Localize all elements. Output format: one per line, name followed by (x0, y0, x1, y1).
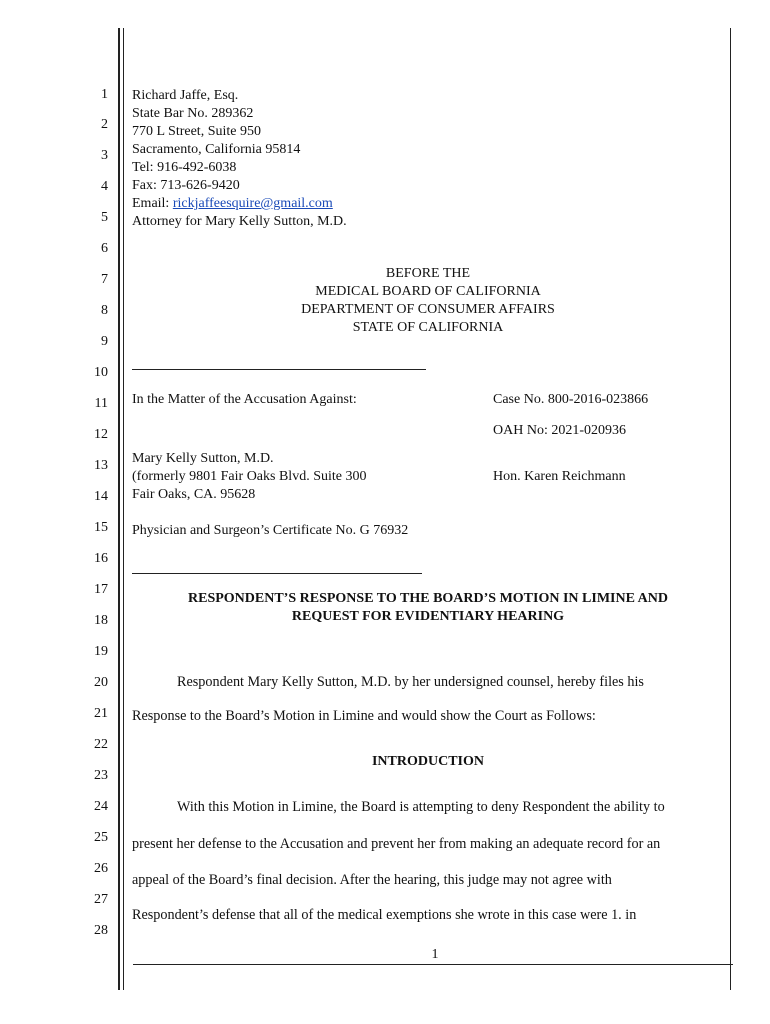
caption-matter: In the Matter of the Accusation Against: (132, 392, 357, 407)
line-number: 8 (101, 303, 108, 318)
line-number: 18 (94, 613, 108, 628)
line-number: 14 (94, 489, 108, 504)
line-number: 15 (94, 520, 108, 535)
line-number: 19 (94, 644, 108, 659)
line-number: 28 (94, 923, 108, 938)
line-number: 9 (101, 334, 108, 349)
body-paragraph-2-line-4: Respondent’s defense that all of the medical exemptions she wrote in this case were 1. in (132, 907, 637, 923)
attorney-email-line (132, 195, 333, 213)
respondent-name: Mary Kelly Sutton, M.D. (132, 451, 274, 466)
court-heading-line3: DEPARTMENT OF CONSUMER AFFAIRS (301, 302, 555, 317)
line-number: 10 (94, 365, 108, 380)
attorney-tel: Tel: 916-492-6038 (132, 160, 237, 175)
court-heading-line2: MEDICAL BOARD OF CALIFORNIA (315, 284, 541, 299)
body-paragraph-2-line-2: present her defense to the Accusation and prevent her from making an adequate record for an (132, 836, 661, 852)
line-number: 23 (94, 768, 108, 783)
line-number: 17 (94, 582, 108, 597)
body-paragraph-1-line-1: Respondent Mary Kelly Sutton, M.D. by her undersigned counsel, hereby files his (177, 674, 644, 690)
right-margin-rule (730, 28, 731, 990)
attorney-bar-number: State Bar No. 289362 (132, 106, 254, 121)
line-number: 5 (101, 210, 108, 225)
page-number: 1 (431, 947, 439, 962)
judge-name: Hon. Karen Reichmann (493, 469, 626, 484)
document-title-line2: REQUEST FOR EVIDENTIARY HEARING (291, 609, 565, 624)
line-number: 7 (101, 272, 108, 287)
oah-number: OAH No: 2021-020936 (493, 423, 626, 438)
line-number: 16 (94, 551, 108, 566)
attorney-email-label: Email: (132, 196, 173, 211)
section-heading-introduction: INTRODUCTION (371, 754, 484, 769)
line-number: 24 (94, 799, 108, 814)
court-heading-line1: BEFORE THE (385, 266, 471, 281)
body-paragraph-2-line-3: appeal of the Board’s final decision. After the hearing, this judge may not agree with (132, 872, 612, 888)
attorney-email-link[interactable]: rickjaffeesquire@gmail.com (172, 196, 333, 211)
line-number: 21 (94, 706, 108, 721)
line-number: 20 (94, 675, 108, 690)
line-number: 12 (94, 427, 108, 442)
line-number: 13 (94, 458, 108, 473)
attorney-role: Attorney for Mary Kelly Sutton, M.D. (132, 214, 347, 229)
caption-divider-top (132, 369, 426, 370)
line-number: 22 (94, 737, 108, 752)
line-number: 2 (101, 117, 108, 132)
line-number: 11 (94, 396, 108, 411)
line-number: 6 (101, 241, 108, 256)
attorney-fax: Fax: 713-626-9420 (132, 178, 240, 193)
line-number: 4 (101, 179, 108, 194)
attorney-street: 770 L Street, Suite 950 (132, 124, 261, 139)
court-heading-line4: STATE OF CALIFORNIA (352, 320, 504, 335)
certificate-number: Physician and Surgeon’s Certificate No. G 76932 (132, 523, 409, 538)
line-number: 3 (101, 148, 108, 163)
line-number: 25 (94, 830, 108, 845)
respondent-address-2: Fair Oaks, CA. 95628 (132, 487, 256, 502)
case-number: Case No. 800-2016-023866 (493, 392, 649, 407)
line-number: 27 (94, 892, 108, 907)
attorney-name: Richard Jaffe, Esq. (132, 88, 239, 103)
caption-divider-bottom (132, 573, 422, 574)
document-title-line1: RESPONDENT’S RESPONSE TO THE BOARD’S MOTION IN LIMINE AND (188, 591, 668, 606)
line-number: 1 (101, 87, 108, 102)
respondent-address-1: (formerly 9801 Fair Oaks Blvd. Suite 300 (132, 469, 367, 484)
left-margin-rule (118, 28, 120, 990)
line-number: 26 (94, 861, 108, 876)
footer-rule (133, 964, 733, 965)
body-paragraph-1-line-2: Response to the Board’s Motion in Limine and would show the Court as Follows: (132, 708, 596, 724)
body-paragraph-2-line-1: With this Motion in Limine, the Board is attempting to deny Respondent the ability to (177, 799, 665, 815)
attorney-city: Sacramento, California 95814 (132, 142, 301, 157)
left-margin-rule-inner (123, 28, 124, 990)
